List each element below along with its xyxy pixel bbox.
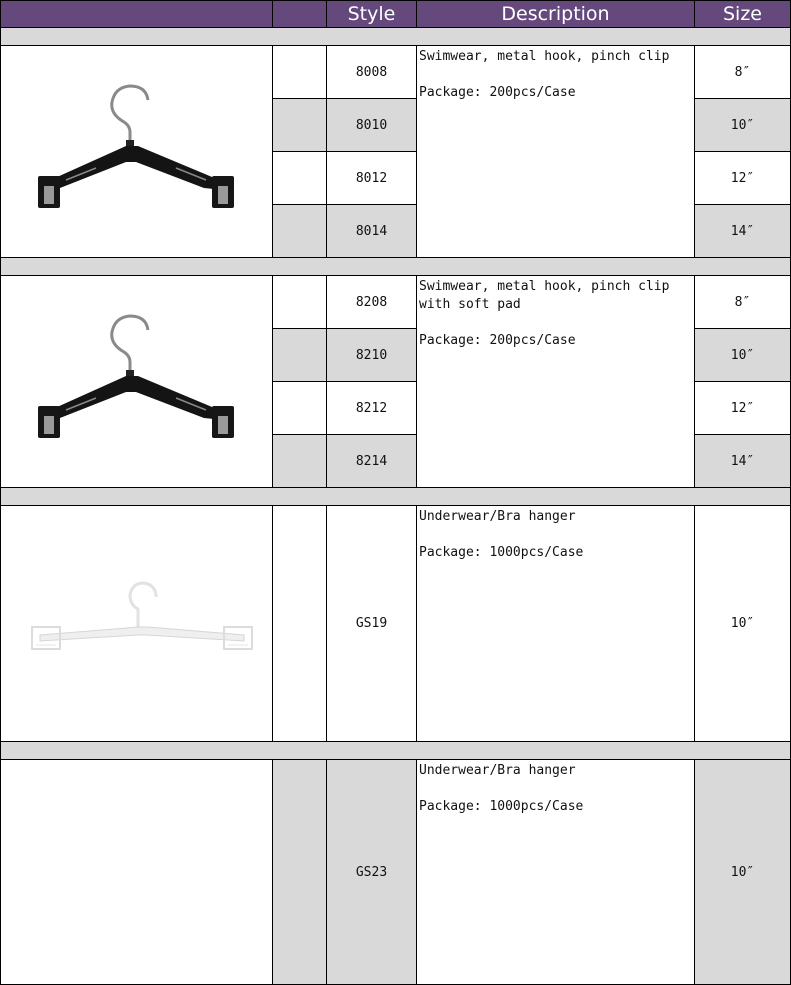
blank-cell (273, 760, 327, 985)
blank-cell (273, 435, 327, 488)
black-hanger-image (26, 72, 246, 232)
product-description (417, 46, 695, 258)
package-text: Package: 200pcs/Case (419, 85, 576, 100)
style-code: 8012 (327, 152, 417, 205)
header-image-col (0, 0, 273, 28)
style-code: 8214 (327, 435, 417, 488)
blank-cell (273, 382, 327, 435)
blank-cell (273, 205, 327, 258)
style-code: GS23 (327, 760, 417, 985)
product-description (417, 760, 695, 985)
header-size: Size (695, 0, 791, 28)
product-image-cell (0, 276, 273, 488)
size-value: 10″ (695, 329, 791, 382)
section-separator (0, 28, 791, 46)
size-value: 8″ (695, 276, 791, 329)
blank-cell (273, 152, 327, 205)
blank-cell (273, 506, 327, 742)
blank-cell (273, 329, 327, 382)
style-code: 8008 (327, 46, 417, 99)
product-image-cell (0, 506, 273, 742)
clear-hanger-image (26, 579, 256, 669)
size-value: 14″ (695, 435, 791, 488)
product-image-cell (0, 760, 273, 985)
blank-cell (273, 276, 327, 329)
size-value: 10″ (695, 506, 791, 742)
style-code: 8010 (327, 99, 417, 152)
blank-cell (273, 99, 327, 152)
header-blank-col (273, 0, 327, 28)
header-description: Description (417, 0, 695, 28)
black-hanger-image (26, 302, 246, 462)
size-value: 10″ (695, 760, 791, 985)
blank-cell (273, 46, 327, 99)
style-code: 8212 (327, 382, 417, 435)
size-value: 12″ (695, 152, 791, 205)
product-description (417, 276, 695, 488)
style-code: GS19 (327, 506, 417, 742)
section-separator (0, 488, 791, 506)
product-description (417, 506, 695, 742)
header-style: Style (327, 0, 417, 28)
size-value: 14″ (695, 205, 791, 258)
description-text: Underwear/Bra hanger (419, 763, 576, 778)
description-text: Swimwear, metal hook, pinch clip (419, 49, 670, 64)
section-separator (0, 742, 791, 760)
description-text: Underwear/Bra hanger (419, 509, 576, 524)
size-value: 8″ (695, 46, 791, 99)
style-code: 8210 (327, 329, 417, 382)
size-value: 12″ (695, 382, 791, 435)
size-value: 10″ (695, 99, 791, 152)
package-text: Package: 200pcs/Case (419, 333, 576, 348)
description-text: Swimwear, metal hook, pinch clip with soft pad (419, 279, 670, 312)
package-text: Package: 1000pcs/Case (419, 799, 584, 814)
section-separator (0, 258, 791, 276)
package-text: Package: 1000pcs/Case (419, 545, 584, 560)
style-code: 8208 (327, 276, 417, 329)
product-image-cell (0, 46, 273, 258)
style-code: 8014 (327, 205, 417, 258)
